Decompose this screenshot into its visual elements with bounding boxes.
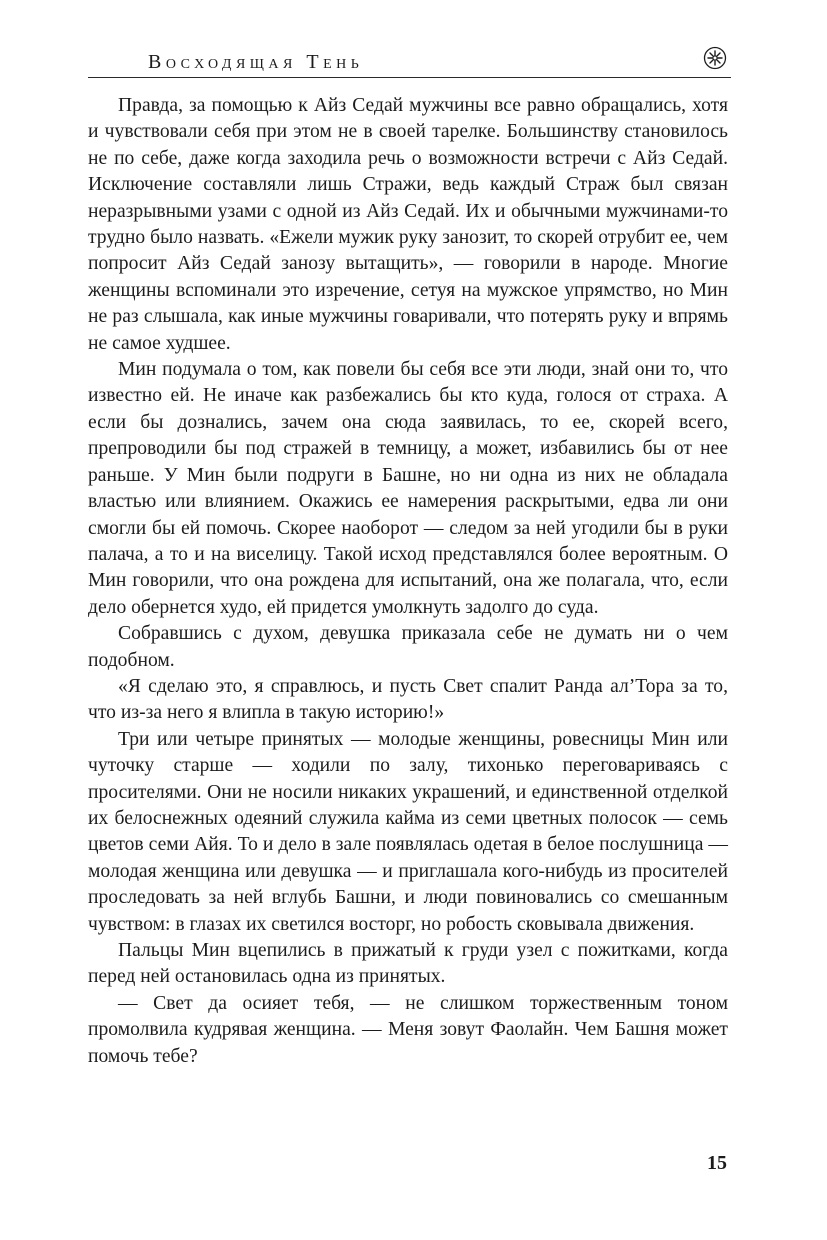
paragraph: Собравшись с духом, девушка приказала себе не думать ни о чем подобном. — [88, 623, 728, 671]
running-title: Восходящая Тень — [148, 51, 364, 73]
asterisk-circle-icon — [703, 46, 727, 70]
body-text — [88, 93, 728, 1070]
paragraph: Правда, за помощью к Айз Седай мужчины все равно обращались, хотя и чувствовали себя при этом не в своей тарелке. Большинству становилось не по себе, даже когда заходила речь о возможности встречи с Айз Седай. Исключение составляли лишь Стражи, ведь каждый Страж был связан неразрывными узами с одной из Айз Седай. Их и обычными мужчинами-то трудно было назвать. «Ежели мужик руку занозит, то скорей отрубит ее, чем попросит Айз Седай занозу вытащить», — говорили в народе. Многие женщины вспоминали это изречение, сетуя на мужское упрямство, но Мин не раз слышала, как иные мужчины говаривали, что потерять руку и впрямь не самое худшее. — [88, 95, 728, 354]
paragraph: — Свет да осияет тебя, — не слишком торжественным тоном промолвила кудрявая женщина. — Меня зовут Фаолайн. Чем Башня может помочь тебе? — [88, 992, 728, 1067]
page-number: 15 — [707, 1152, 727, 1174]
paragraph: Мин подумала о том, как повели бы себя все эти люди, знай они то, что известно ей. Не иначе как разбежались бы кто куда, голося от страха. А если бы дознались, зачем она сюда заявилась, то ее, скорей всего, препроводили бы под стражей в темницу, а может, избавились бы от нее раньше. У Мин были подруги в Башне, но ни одна из них не обладала властью или влиянием. Окажись ее намерения раскрытыми, едва ли они смогли бы ей помочь. Скорее наоборот — следом за ней угодили бы в руки палача, а то и на виселицу. Такой исход представлялся более вероятным. О Мин говорили, что она рождена для испытаний, она же полагала, что, если дело обернется худо, ей придется умолкнуть задолго до суда. — [88, 359, 728, 618]
paragraph: «Я сделаю это, я справлюсь, и пусть Свет спалит Ранда ал’Тора за то, что из-за него я влипла в такую историю!» — [88, 675, 728, 724]
running-header — [88, 44, 731, 78]
paragraph: Пальцы Мин вцепились в прижатый к груди узел с пожитками, когда перед ней остановилась одна из принятых. — [88, 940, 728, 988]
header-rule — [88, 77, 731, 78]
paragraph: Три или четыре принятых — молодые женщины, ровесницы Мин или чуточку старше — ходили по залу, тихонько переговариваясь с просителями. Они не носили никаких украшений, и единственной отделкой их белоснежных одеяний служила кайма из семи цветных полосок — семь цветов семи Айя. То и дело в зале появлялась одетая в белое послушница — молодая женщина или девушка — и приглашала кого-нибудь из просителей проследовать за ней вглубь Башни, и люди повиновались со смешанным чувством: в глазах их светился восторг, но робость сковывала движения. — [88, 728, 728, 935]
